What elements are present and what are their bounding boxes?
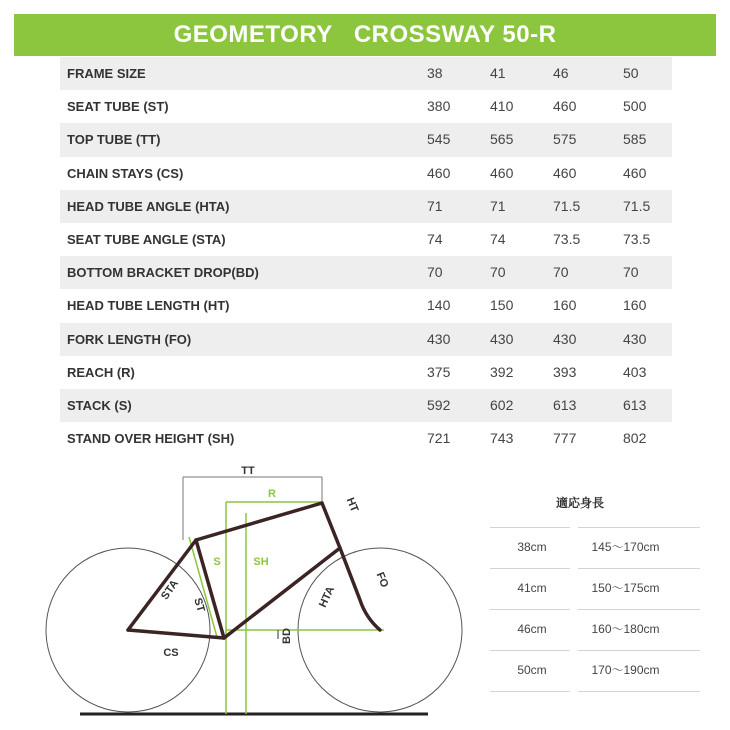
row-value: 545 <box>427 131 451 148</box>
fo-label: FO <box>373 570 391 590</box>
row-value: 430 <box>623 330 647 347</box>
page-title: GEOMETORY CROSSWAY 50-R <box>14 14 716 56</box>
row-value: 70 <box>553 264 569 281</box>
row-value: 71.5 <box>623 197 651 214</box>
geometry-row-reach <box>60 356 672 389</box>
geometry-row-seat-tube-angle <box>60 223 672 256</box>
row-value: 380 <box>427 98 451 115</box>
rider-height-size: 50cm <box>517 663 547 677</box>
geometry-row-head-tube-angle <box>60 190 672 223</box>
rider-height-range: 150〜175cm <box>591 581 660 595</box>
row-label: HEAD TUBE LENGTH (HT) <box>67 298 230 314</box>
row-value: 500 <box>623 98 647 115</box>
geometry-row-bottom-bracket-drop <box>60 256 672 289</box>
row-value: 430 <box>427 330 451 347</box>
row-label: SEAT TUBE ANGLE (STA) <box>67 231 226 247</box>
rider-height-size: 46cm <box>517 622 547 636</box>
top-tube <box>196 503 322 540</box>
geometry-row-stack <box>60 389 672 422</box>
row-value: 74 <box>490 230 506 247</box>
fork <box>340 548 380 630</box>
rider-height-header: 適応身長 <box>555 496 604 510</box>
row-value: 375 <box>427 363 451 380</box>
bike-frame <box>128 503 380 638</box>
s-label: S <box>213 556 221 568</box>
row-value: 460 <box>490 164 514 181</box>
row-label: REACH (R) <box>67 364 135 380</box>
r-label: R <box>268 488 276 500</box>
row-value: 41 <box>490 65 506 81</box>
ht-label: HT <box>343 495 361 515</box>
seat-tube-dimension-line <box>189 537 217 637</box>
row-label: SEAT TUBE (ST) <box>67 99 169 115</box>
geometry-row-frame-size <box>60 57 672 90</box>
row-value: 392 <box>490 363 514 380</box>
rider-height-range: 160〜180cm <box>591 622 660 636</box>
cs-label: CS <box>163 647 179 659</box>
row-value: 70 <box>623 264 639 281</box>
row-value: 460 <box>553 98 577 115</box>
row-label: BOTTOM BRACKET DROP(BD) <box>67 265 259 281</box>
row-value: 74 <box>427 230 443 247</box>
row-label: STAND OVER HEIGHT (SH) <box>67 431 235 447</box>
row-value: 160 <box>623 297 647 314</box>
row-value: 71.5 <box>553 197 581 214</box>
row-value: 592 <box>427 396 451 413</box>
row-value: 71 <box>490 197 506 214</box>
row-label: FRAME SIZE <box>67 66 146 81</box>
geometry-row-top-tube <box>60 123 672 156</box>
rider-height-divider <box>578 691 700 692</box>
rider-height-divider <box>490 691 570 692</box>
st-label: ST <box>191 596 207 614</box>
row-value: 460 <box>427 164 451 181</box>
row-label: HEAD TUBE ANGLE (HTA) <box>67 198 230 214</box>
row-value: 721 <box>427 430 451 447</box>
row-value: 38 <box>427 65 443 81</box>
row-value: 802 <box>623 430 647 447</box>
row-value: 575 <box>553 131 577 148</box>
geometry-row-fork-length <box>60 323 672 356</box>
rider-height-range: 170〜190cm <box>591 663 660 677</box>
row-value: 403 <box>623 363 647 380</box>
row-value: 410 <box>490 98 514 115</box>
geometry-row-chain-stays <box>60 157 672 190</box>
row-value: 70 <box>427 264 443 281</box>
row-value: 46 <box>553 65 569 81</box>
row-value: 777 <box>553 430 577 447</box>
sh-label: SH <box>253 556 269 568</box>
row-value: 613 <box>553 396 577 413</box>
row-value: 150 <box>490 297 514 314</box>
row-value: 70 <box>490 264 506 281</box>
row-label: TOP TUBE (TT) <box>67 132 161 148</box>
row-value: 613 <box>623 396 647 413</box>
row-value: 743 <box>490 430 514 447</box>
row-value: 393 <box>553 363 577 380</box>
row-value: 50 <box>623 65 639 81</box>
geometry-row-seat-tube <box>60 90 672 123</box>
sta-label: STA <box>159 577 181 603</box>
row-label: STACK (S) <box>67 397 132 413</box>
row-value: 71 <box>427 197 443 214</box>
hta-label: HTA <box>316 584 338 610</box>
row-value: 140 <box>427 297 451 314</box>
rider-height-size: 41cm <box>517 581 547 595</box>
row-value: 460 <box>623 164 647 181</box>
row-value: 73.5 <box>623 230 651 247</box>
geometry-table <box>60 57 672 455</box>
row-label: FORK LENGTH (FO) <box>67 331 192 347</box>
row-value: 160 <box>553 297 577 314</box>
seat-stay <box>128 540 196 630</box>
rider-height-range: 145〜170cm <box>591 540 660 554</box>
row-value: 430 <box>553 330 577 347</box>
row-value: 73.5 <box>553 230 581 247</box>
geometry-row-stand-over-height <box>60 422 672 455</box>
row-value: 430 <box>490 330 514 347</box>
row-value: 585 <box>623 131 647 148</box>
bike-geometry-diagram <box>0 455 480 730</box>
geometry-row-head-tube-length <box>60 289 672 322</box>
tt-label: TT <box>241 465 255 477</box>
row-value: 602 <box>490 396 514 413</box>
row-value: 565 <box>490 131 514 148</box>
rider-height-size: 38cm <box>517 540 547 554</box>
bd-label: BD <box>281 628 293 644</box>
row-label: CHAIN STAYS (CS) <box>67 165 184 181</box>
row-value: 460 <box>553 164 577 181</box>
head-tube <box>322 503 340 548</box>
